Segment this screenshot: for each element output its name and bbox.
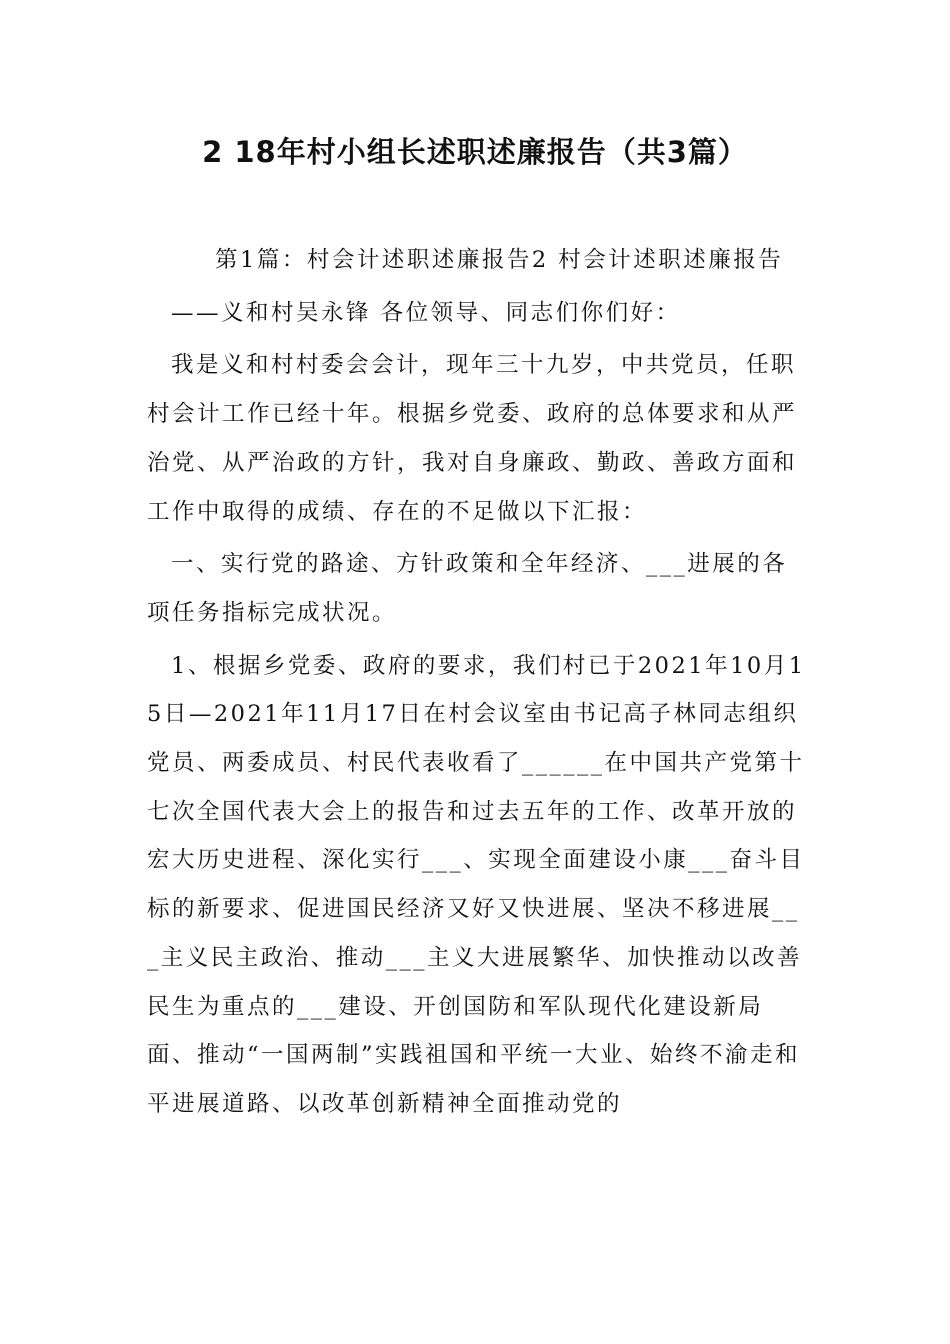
document-title: 2 18年村小组长述职述廉报告（共3篇） [202, 135, 748, 169]
paragraph-1: 第1篇：村会计述职述廉报告2 村会计述职述廉报告 [215, 247, 784, 273]
paragraph-2: ——义和村吴永锋 各位领导、同志们你们好： [171, 299, 681, 326]
document-body [147, 236, 809, 1133]
paragraph-3: 我是义和村村委会会计，现年三十九岁，中共党员，任职村会计工作已经十年。根据乡党委、政府的总体要求和从严治党、从严治政的方针，我对自身廉政、勤政、善政方面和工作中取得的成绩、存在的不足做以下汇报： [147, 352, 798, 525]
paragraph-5: 1、根据乡党委、政府的要求，我们村已于2021年10月15日—2021年11月17日在村会议室由书记高子林同志组织党员、两委成员、村民代表收看了______在中国共产党第十七次全国代表大会上的报告和过去五年的工作、改革开放的宏大历史进程、深化实行___、实现全面建设小康___奋斗目标的新要求、促进国民经济又好又快进展、坚决不移进展___主义民主政治、推动___主义大进展繁华、加快推动以改善民生为重点的___建设、开创国防和军队现代化建设新局面、推动“一国两制”实践祖国和平统一大业、始终不渝走和平进展道路、以改革创新精神全面推动党的 [147, 652, 806, 1117]
paragraph-4: 一、实行党的路途、方针政策和全年经济、___进展的各项任务指标完成状况。 [147, 551, 788, 626]
